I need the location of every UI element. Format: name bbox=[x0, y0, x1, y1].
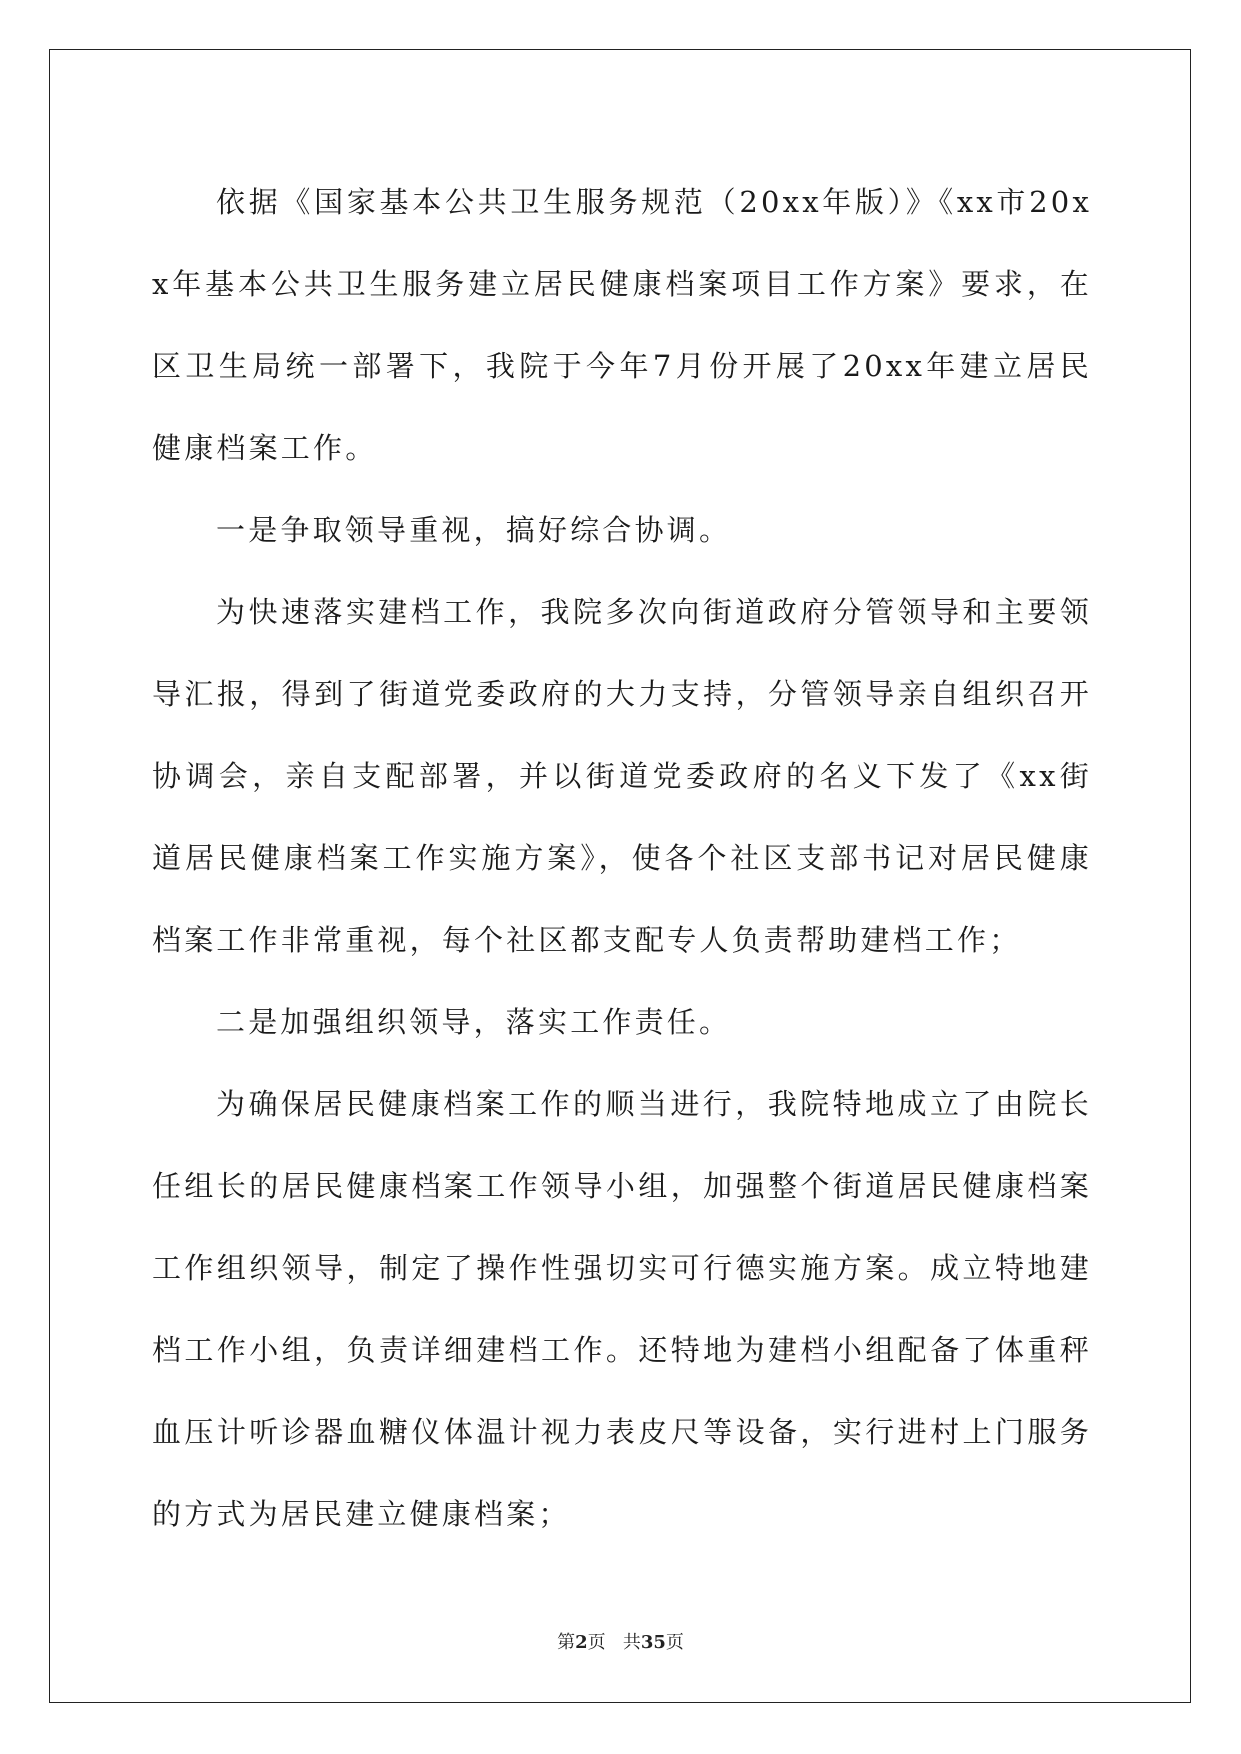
total-prefix: 共 bbox=[622, 1632, 641, 1653]
paragraph: 二是加强组织领导，落实工作责任。 bbox=[216, 1005, 732, 1039]
paragraph: 为确保居民健康档案工作的顺当进行，我院特地成立了由院长任组长的居民健康档案工作领导小组，加强整个街道居民健康档案工作组织领导，制定了操作性强切实可行德实施方案。成立特地建档工作小组，负责详细建档工作。还特地为建档小组配备了体重秤血压计听诊器血糖仪体温计视力表皮尺等设备，实行进村上门服务的方式为居民建立健康档案； bbox=[152, 1087, 1092, 1531]
page-prefix: 第 bbox=[557, 1632, 576, 1653]
total-pages: 35 bbox=[640, 1632, 666, 1653]
paragraph: 为快速落实建档工作，我院多次向街道政府分管领导和主要领导汇报，得到了街道党委政府的大力支持，分管领导亲自组织召开协调会，亲自支配部署，并以街道党委政府的名义下发了《xx街道居民健康档案工作实施方案》，使各个社区支部书记对居民健康档案工作非常重视，每个社区都支配专人负责帮助建档工作； bbox=[152, 595, 1092, 957]
document-body bbox=[152, 161, 1092, 1555]
total-suffix: 页 bbox=[665, 1632, 684, 1653]
page-number: 2 bbox=[575, 1632, 588, 1653]
paragraph: 依据《国家基本公共卫生服务规范（20xx年版）》《xx市20xx年基本公共卫生服务建立居民健康档案项目工作方案》要求，在区卫生局统一部署下，我院于今年7月份开展了20xx年建立居民健康档案工作。 bbox=[152, 185, 1092, 465]
page-suffix: 页 bbox=[587, 1632, 606, 1653]
page-footer bbox=[0, 1628, 1241, 1654]
paragraph: 一是争取领导重视，搞好综合协调。 bbox=[216, 513, 732, 547]
